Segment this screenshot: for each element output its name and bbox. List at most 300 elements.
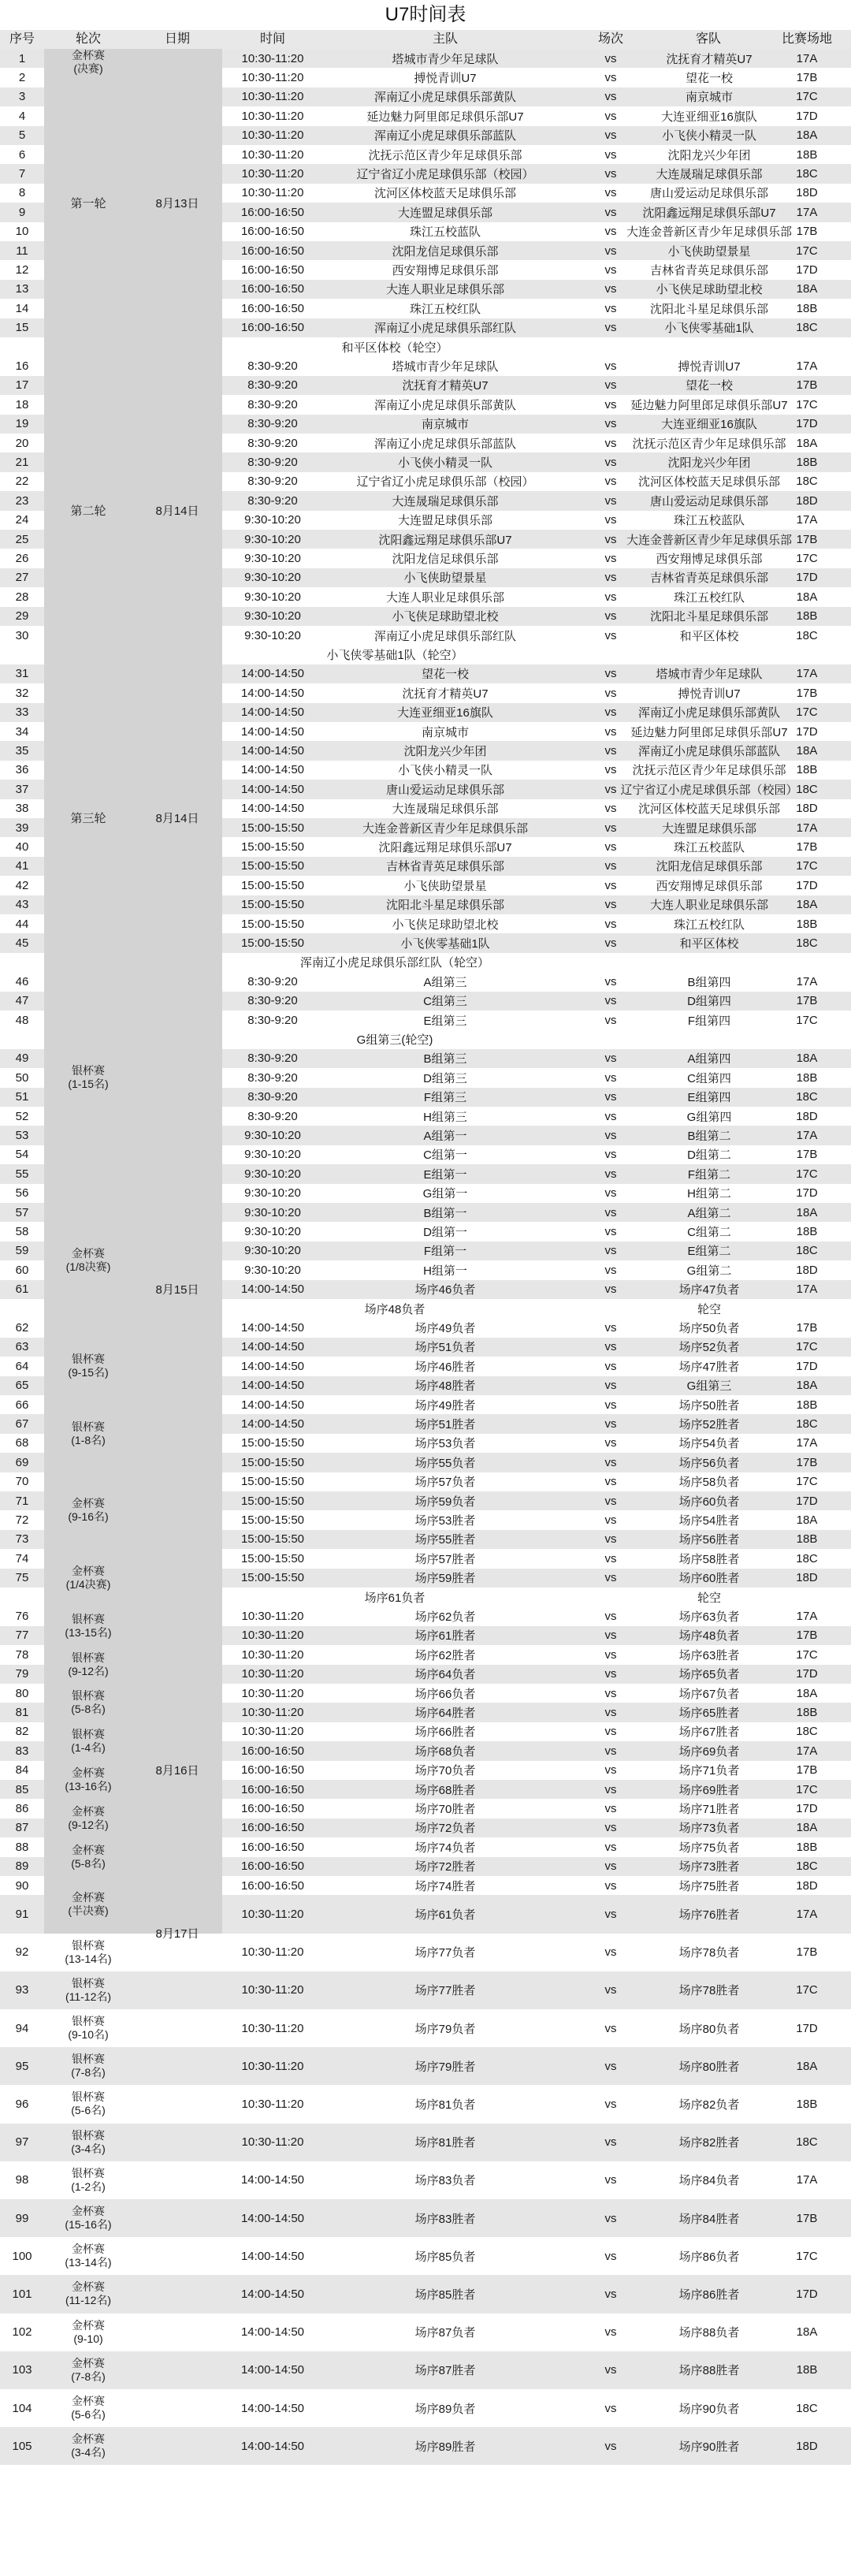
stage-label-line: 银杯赛 [72,2128,105,2142]
match-number: 53 [15,1129,29,1143]
home-team: 唐山爱运动足球俱乐部 [385,783,504,797]
versus-label: vs [604,1983,617,1997]
versus-label: vs [604,2363,617,2377]
header-date: 日期 [164,32,190,46]
away-team: 场序73胜者 [678,1860,740,1874]
match-number: 22 [15,475,29,489]
away-team: 沈河区体校蓝天足球俱乐部 [638,802,781,817]
match-time: 9:30-10:20 [244,552,301,566]
match-number: 6 [18,147,26,162]
versus-label: vs [604,1225,617,1239]
away-team: 小飞侠足球助望北校 [656,283,763,297]
away-team: 场序56负者 [678,1456,740,1470]
home-team: 沈河区体校蓝天足球俱乐部 [373,187,516,201]
match-time: 8:30-9:20 [247,493,298,508]
stage-label-line: 金杯赛 [72,49,105,61]
venue: 18C [796,167,818,181]
venue: 18D [796,186,818,200]
stage-label [44,1684,132,1722]
away-team: 场序78负者 [678,1946,740,1960]
home-team: B组第一 [423,1206,467,1220]
away-team: 和平区体校 [679,629,739,643]
venue: 18C [796,475,818,489]
home-team: H组第一 [423,1264,467,1278]
match-number: 38 [15,802,29,816]
stage-label [44,2085,132,2123]
versus-label: vs [604,167,617,181]
venue: 18A [796,2059,818,2073]
header-home: 主队 [432,32,458,46]
versus-label: vs [604,782,617,796]
match-time: 16:00-16:50 [240,282,305,296]
round-date: 8月16日 [155,1763,199,1778]
home-team: 场序77胜者 [414,1984,476,1998]
venue: 18B [796,1070,818,1085]
home-team: 场序68负者 [414,1744,476,1759]
stage-label-line: 金杯赛 [72,2205,105,2218]
venue: 18A [796,744,818,758]
match-number: 7 [18,167,26,181]
match-number: 95 [15,2059,29,2073]
match-number: 62 [15,1321,29,1335]
venue: 17B [796,840,818,854]
versus-label: vs [604,1148,617,1162]
stage-label [44,1606,132,1645]
away-team: 场序56胜者 [678,1533,740,1547]
versus-label: vs [604,744,617,758]
match-number: 4 [18,109,26,123]
match-number: 43 [15,898,29,912]
venue: 17D [796,263,818,277]
venue: 17B [796,1148,818,1162]
away-team: 场序58负者 [678,1476,740,1490]
match-number: 94 [15,2021,29,2035]
match-time: 9:30-10:20 [244,628,301,642]
home-team: 大连人职业足球俱乐部 [385,590,504,605]
home-team: 场序64负者 [414,1668,476,1682]
away-team: C组第二 [687,1226,731,1240]
away-team: 场序67胜者 [678,1725,740,1740]
match-time: 10:30-11:20 [241,2059,304,2073]
stage-label-line: (3-4名) [71,2142,106,2155]
versus-label: vs [604,1763,617,1778]
match-time: 15:00-15:50 [240,917,305,931]
stage-label-line: 银杯赛 [72,1064,105,1078]
round-group [44,49,222,356]
match-time: 15:00-15:50 [240,859,305,873]
home-team: 沈抚育才精英U7 [402,379,489,393]
match-time: 10:30-11:20 [241,147,304,162]
venue: 17B [796,1321,818,1335]
stage-label-line: (13-14名) [65,2256,112,2269]
venue: 18A [796,2325,818,2340]
match-time: 14:00-14:50 [240,2211,305,2225]
match-time: 16:00-16:50 [240,1763,305,1778]
match-time: 15:00-15:50 [240,1532,305,1547]
versus-label: vs [604,225,617,239]
home-team: G组第一 [422,1187,468,1201]
versus-label: vs [604,1244,617,1258]
match-number: 30 [15,628,29,642]
versus-label: vs [604,590,617,604]
venue: 18D [796,1571,818,1585]
versus-label: vs [604,456,617,470]
home-team: 搏悦青训U7 [414,72,477,86]
match-time: 10:30-11:20 [241,1686,304,1700]
home-team: 浑南辽小虎足球俱乐部黄队 [373,91,516,105]
match-number: 87 [15,1821,29,1835]
match-number: 29 [15,609,29,624]
versus-label: vs [604,244,617,258]
home-team: 场序51胜者 [414,1418,476,1432]
versus-label: vs [604,493,617,508]
home-team: 场序87胜者 [414,2364,476,2378]
match-time: 14:00-14:50 [240,2363,305,2377]
venue: 17C [796,1013,818,1027]
stage-label-line: 银杯赛 [72,1612,105,1625]
away-team: 场序80胜者 [678,2060,740,2074]
venue: 18C [796,936,818,951]
home-team: 大连晟瑞足球俱乐部 [392,802,499,817]
away-team: 场序65负者 [678,1668,740,1682]
home-team: 场序74负者 [414,1841,476,1855]
match-time: 9:30-10:20 [244,1205,301,1219]
stage-label-line: 银杯赛 [72,2053,105,2066]
match-time: 14:00-14:50 [240,2439,305,2453]
away-team: 场序86胜者 [678,2288,740,2302]
match-time: 15:00-15:50 [240,936,305,951]
away-team: B组第二 [687,1130,731,1144]
home-team: 场序79负者 [414,2022,476,2036]
stage-label-line: (5-6名) [71,2408,106,2422]
stage-label [44,49,132,76]
away-team: 沈阳龙兴少年团 [667,148,751,162]
match-time: 10:30-11:20 [241,1725,304,1739]
round-date: 8月15日 [155,1283,199,1297]
away-team: B组第四 [687,975,731,989]
venue: 18A [796,1686,818,1700]
venue: 18D [796,1263,818,1277]
away-team: 场序65胜者 [678,1707,740,1721]
match-number: 76 [15,1610,29,1624]
home-team: D组第一 [423,1226,467,1240]
stage-label-line: 金杯赛 [72,2318,105,2332]
stage-label-line: (13-15名) [65,1625,112,1639]
match-time: 15:00-15:50 [240,821,305,835]
away-team: 大连亚细亚16旗队 [661,110,757,124]
versus-label: vs [604,186,617,200]
stage-label-line: (9-15名) [68,1366,109,1379]
venue: 17D [796,109,818,123]
away-team: G组第四 [686,1110,732,1124]
home-team: 场序49胜者 [414,1398,476,1413]
stage-label-line: (1-15名) [68,1078,109,1091]
match-number: 84 [15,1763,29,1778]
match-number: 1 [18,51,26,65]
venue: 18C [796,2401,818,2415]
versus-label: vs [604,609,617,624]
match-number: 52 [15,1109,29,1123]
match-number: 63 [15,1340,29,1354]
home-team: 场序85负者 [414,2250,476,2264]
match-time: 10:30-11:20 [241,128,304,143]
home-team: 沈抚示范区青少年足球俱乐部 [368,148,522,162]
match-time: 15:00-15:50 [240,1455,305,1469]
bye-note: 和平区体校（轮空） [341,341,448,355]
venue: 17D [796,878,818,892]
match-number: 74 [15,1551,29,1565]
venue: 17C [796,859,818,873]
versus-label: vs [604,417,617,431]
stage-label [44,2389,132,2427]
away-team: 珠江五校红队 [673,918,745,932]
match-time: 10:30-11:20 [241,71,304,85]
venue: 17D [796,1802,818,1816]
versus-label: vs [604,321,617,335]
venue: 17B [796,225,818,239]
match-time: 10:30-11:20 [241,1629,304,1643]
match-number: 54 [15,1148,29,1162]
match-time: 14:00-14:50 [240,1417,305,1431]
match-number: 64 [15,1359,29,1373]
home-team: A组第三 [423,975,467,989]
home-team: E组第三 [423,1014,467,1028]
match-number: 14 [15,301,29,315]
away-team: 场序58胜者 [678,1552,740,1566]
match-time: 10:30-11:20 [241,2021,304,2035]
venue: 18C [796,628,818,642]
venue: 17B [796,532,818,546]
home-team: F组第三 [423,1091,467,1105]
away-team: 大连盟足球俱乐部 [661,821,756,836]
match-time: 9:30-10:20 [244,1244,301,1258]
away-team: 沈阳北斗星足球俱乐部 [650,302,769,316]
match-number: 37 [15,782,29,796]
match-time: 10:30-11:20 [241,1667,304,1681]
versus-label: vs [604,1532,617,1547]
match-number: 86 [15,1802,29,1816]
home-team: 小飞侠足球助望北校 [392,918,499,932]
match-number: 23 [15,493,29,508]
versus-label: vs [604,840,617,854]
versus-label: vs [604,1878,617,1893]
versus-label: vs [604,1686,617,1700]
versus-label: vs [604,1263,617,1277]
home-team: 沈阳龙信足球俱乐部 [392,553,499,567]
home-team: 场序64胜者 [414,1707,476,1721]
match-number: 72 [15,1513,29,1528]
versus-label: vs [604,1417,617,1431]
match-number: 71 [15,1494,29,1508]
stage-label-line: 银杯赛 [72,2015,105,2028]
away-team: E组第四 [687,1091,731,1105]
away-team: 浑南辽小虎足球俱乐部蓝队 [638,745,781,759]
venue: 18C [796,2135,818,2150]
home-team: 塔城市青少年足球队 [392,360,499,374]
versus-label: vs [604,859,617,873]
match-number: 70 [15,1475,29,1489]
versus-label: vs [604,1186,617,1201]
match-time: 14:00-14:50 [240,2325,305,2340]
stage-label-line: 金杯赛 [72,2395,105,2408]
home-team: 塔城市青少年足球队 [392,52,499,66]
match-number: 69 [15,1455,29,1469]
match-time: 10:30-11:20 [241,2135,304,2150]
stage-label [44,2199,132,2237]
home-team: 场序70胜者 [414,1803,476,1817]
match-number: 2 [18,71,26,85]
home-team: 南京城市 [421,725,469,739]
match-number: 41 [15,859,29,873]
away-team: D组第四 [687,995,731,1009]
page-title: U7时间表 [385,4,466,25]
stage-label [44,1645,132,1684]
home-team: 场序49负者 [414,1322,476,1336]
stage-label-line: (7-8名) [71,2369,106,2383]
away-team: 场序50负者 [678,1322,740,1336]
venue: 18B [796,2363,818,2377]
home-team: 场序66胜者 [414,1725,476,1740]
stage-label-line: (1-8名) [71,1433,106,1446]
stage-label [44,2275,132,2313]
match-number: 42 [15,878,29,892]
match-time: 14:00-14:50 [240,1340,305,1354]
away-team: 场序75负者 [678,1841,740,1855]
match-time: 15:00-15:50 [240,1571,305,1585]
stage-label-line: (1/8决赛) [65,1260,111,1274]
away-team: 浑南辽小虎足球俱乐部黄队 [638,706,781,720]
home-team: 场序72胜者 [414,1860,476,1874]
versus-label: vs [604,1109,617,1123]
venue: 17A [796,1129,818,1143]
venue: 18B [796,147,818,162]
round-label: 第三轮 [70,812,106,826]
match-number: 17 [15,378,29,393]
match-time: 9:30-10:20 [244,1263,301,1277]
venue: 17C [796,705,818,720]
home-team: H组第三 [423,1110,467,1124]
venue: 18B [796,1532,818,1547]
versus-label: vs [604,821,617,835]
match-time: 15:00-15:50 [240,840,305,854]
away-team: 沈阳北斗星足球俱乐部 [650,610,769,624]
home-team: 沈阳鑫远翔足球俱乐部U7 [378,841,512,855]
versus-label: vs [604,1436,617,1450]
versus-label: vs [604,2401,617,2415]
stage-label-line: 金杯赛 [72,1804,105,1818]
match-number: 57 [15,1205,29,1219]
stage-label [44,1549,132,1606]
home-team: 场序89胜者 [414,2440,476,2454]
home-team: 场序57负者 [414,1476,476,1490]
match-time: 10:30-11:20 [241,51,304,65]
home-team: 场序46负者 [414,1283,476,1297]
stage-label-line: 金杯赛 [72,1843,105,1856]
away-team: E组第二 [687,1245,731,1259]
venue: 17D [796,1186,818,1201]
match-time: 10:30-11:20 [241,90,304,104]
match-number: 91 [15,1907,29,1921]
bye-away: 轮空 [697,1591,721,1605]
home-team: 大连亚细亚16旗队 [397,706,493,720]
home-team: 沈阳鑫远翔足球俱乐部U7 [378,533,512,547]
venue: 18A [796,1513,818,1528]
match-time: 8:30-9:20 [247,974,298,988]
versus-label: vs [604,1859,617,1874]
venue: 18B [796,1840,818,1854]
match-number: 49 [15,1052,29,1066]
home-team: 场序46胜者 [414,1360,476,1374]
match-number: 15 [15,321,29,335]
match-number: 24 [15,513,29,527]
match-time: 16:00-16:50 [240,244,305,258]
stage-label-line: (7-8名) [71,2066,106,2079]
away-team: 场序63负者 [678,1610,740,1625]
match-time: 8:30-9:20 [247,417,298,431]
versus-label: vs [604,1282,617,1297]
match-number: 102 [12,2325,32,2340]
stage-label-line: 金杯赛 [72,1891,105,1904]
away-team: 场序90胜者 [678,2440,740,2454]
versus-label: vs [604,2173,617,2187]
away-team: 大连人职业足球俱乐部 [650,899,769,913]
versus-label: vs [604,263,617,277]
away-team: 场序48负者 [678,1629,740,1644]
home-team: 大连盟足球俱乐部 [397,514,492,528]
match-number: 16 [15,359,29,374]
versus-label: vs [604,147,617,162]
home-team: 辽宁省辽小虎足球俱乐部（校园） [356,475,534,490]
away-team: 延边魅力阿里郎足球俱乐部U7 [630,725,788,739]
bye-note: 场序61负者 [364,1591,426,1605]
away-team: 西安翔博足球俱乐部 [656,553,763,567]
versus-label: vs [604,1945,617,1960]
stage-label [44,2047,132,2085]
match-time: 14:00-14:50 [240,2287,305,2301]
match-number: 18 [15,397,29,411]
match-number: 33 [15,705,29,720]
home-team: 场序83胜者 [414,2212,476,2226]
venue: 17A [796,51,818,65]
match-time: 8:30-9:20 [247,378,298,393]
match-time: 9:30-10:20 [244,1148,301,1162]
versus-label: vs [604,667,617,681]
stage-label [44,1184,132,1338]
away-team: 场序67负者 [678,1687,740,1701]
match-time: 8:30-9:20 [247,475,298,489]
home-team: 望花一校 [421,668,469,682]
versus-label: vs [604,1513,617,1528]
match-number: 12 [15,263,29,277]
match-time: 14:00-14:50 [240,1379,305,1393]
venue: 17D [796,1667,818,1681]
home-team: 场序77负者 [414,1946,476,1960]
stage-label-line: 金杯赛 [72,1766,105,1779]
away-team: D组第二 [687,1148,731,1163]
match-time: 15:00-15:50 [240,1513,305,1528]
away-team: H组第二 [687,1187,731,1201]
match-time: 16:00-16:50 [240,1840,305,1854]
venue: 18B [796,1706,818,1720]
stage-label [44,2351,132,2389]
home-team: 小飞侠足球助望北校 [392,610,499,624]
home-team: 沈阳龙兴少年团 [403,745,487,759]
away-team: 场序88负者 [678,2326,740,2340]
away-team: 搏悦青训U7 [678,687,741,701]
stage-label-line: 金杯赛 [72,2243,105,2256]
versus-label: vs [604,1013,617,1027]
venue: 18B [796,609,818,624]
